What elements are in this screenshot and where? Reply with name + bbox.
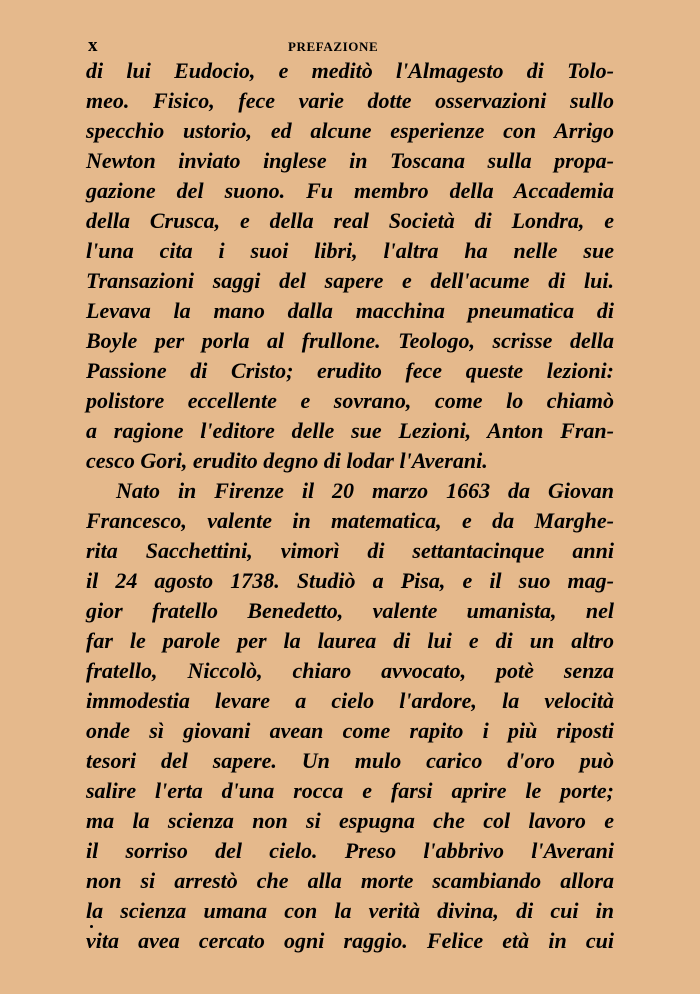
text-line: l'una cita i suoi libri, l'altra ha nelle sue (86, 238, 614, 263)
text-line: Transazioni saggi del sapere e dell'acume di lui. (86, 268, 614, 293)
text-line: polistore eccellente e sovrano, come lo chiamò (86, 388, 614, 413)
text-line: gazione del suono. Fu membro della Accademia (86, 178, 614, 203)
running-title: PREFAZIONE (288, 39, 379, 54)
text-line: cesco Gori, erudito degno di lodar l'Averani. (86, 448, 488, 473)
text-line: non si arrestò che alla morte scambiando allora (86, 868, 614, 893)
text-line: Francesco, valente in matematica, e da Marghe- (86, 508, 614, 533)
text-line: Newton inviato inglese in Toscana sulla propa- (86, 148, 614, 173)
text-line: Levava la mano dalla macchina pneumatica di (86, 298, 614, 323)
body-text (86, 56, 614, 956)
text-line: della Crusca, e della real Società di Londra, e (86, 208, 614, 233)
text-line: il sorriso del cielo. Preso l'abbrivo l'Averani (86, 838, 614, 863)
text-line: Boyle per porla al frullone. Teologo, scrisse della (86, 328, 614, 353)
page-header (88, 36, 612, 58)
text-line: specchio ustorio, ed alcune esperienze con Arrigo (86, 118, 614, 143)
text-line: far le parole per la laurea di lui e di un altro (86, 628, 614, 653)
text-line: tesori del sapere. Un mulo carico d'oro può (86, 748, 614, 773)
paragraph-1 (86, 56, 614, 476)
text-line: ma la scienza non si espugna che col lavoro e (86, 808, 614, 833)
text-line: salire l'erta d'una rocca e farsi aprire le porte; (86, 778, 614, 803)
ink-speck (90, 925, 93, 928)
text-line: onde sì giovani avean come rapito i più riposti (86, 718, 614, 743)
text-line: a ragione l'editore delle sue Lezioni, Anton Fran- (86, 418, 614, 443)
text-line: rita Sacchettini, vimorì di settantacinque anni (86, 538, 614, 563)
text-line: Passione di Cristo; erudito fece queste lezioni: (86, 358, 614, 383)
page-number: x (88, 35, 98, 56)
text-line: gior fratello Benedetto, valente umanista, nel (86, 598, 614, 623)
text-line: di lui Eudocio, e meditò l'Almagesto di Tolo- (86, 58, 614, 83)
text-line: fratello, Niccolò, chiaro avvocato, potè senza (86, 658, 614, 683)
text-line: la scienza umana con la verità divina, di cui in (86, 898, 614, 923)
text-line: il 24 agosto 1738. Studiò a Pisa, e il suo mag- (86, 568, 614, 593)
text-line: meo. Fisico, fece varie dotte osservazioni sullo (86, 88, 614, 113)
text-line: vita avea cercato ogni raggio. Felice età in cui (86, 928, 614, 953)
text-line: Nato in Firenze il 20 marzo 1663 da Giovan (116, 478, 614, 503)
text-line: immodestia levare a cielo l'ardore, la velocità (86, 688, 614, 713)
paragraph-2 (86, 476, 614, 956)
